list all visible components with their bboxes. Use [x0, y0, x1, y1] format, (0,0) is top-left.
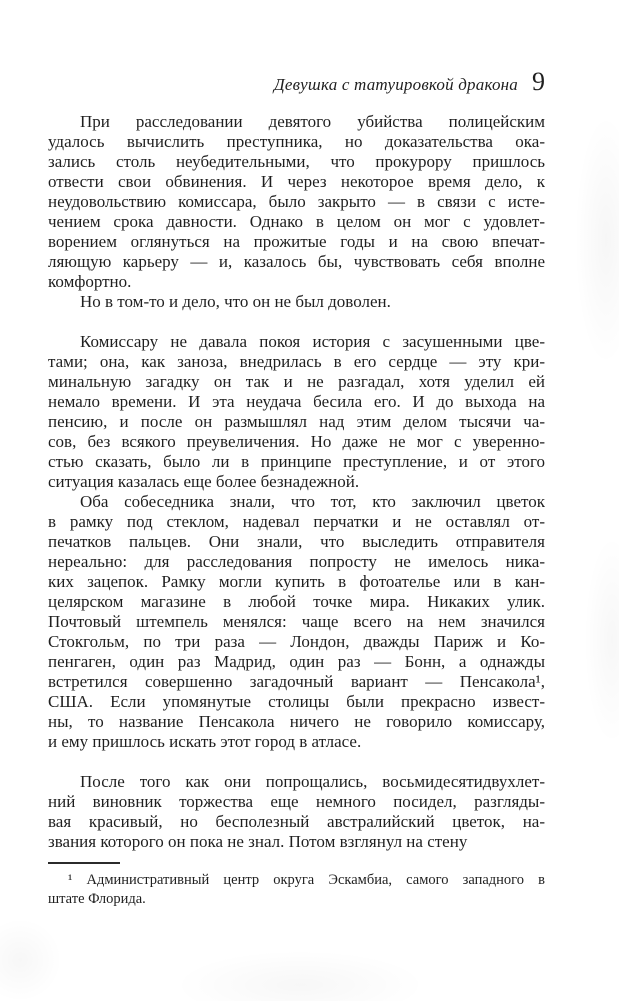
text-line: ляющую карьеру — и, казалось бы, чувствовать себя вполне: [48, 252, 545, 271]
paragraph: [48, 292, 545, 312]
text-block: [48, 112, 545, 852]
text-line: пенгаген, один раз Мадрид, один раз — Бонн, а однажды: [48, 652, 545, 671]
text-line: ситуация казалась еще более безнадежной.: [48, 472, 360, 491]
text-line: штате Флорида.: [48, 891, 146, 907]
text-line: неудовольствию комиссара, было закрыто — в связи с исте-: [48, 192, 545, 211]
text-line: чением срока давности. Однако в целом он мог с удовлет-: [48, 212, 545, 231]
paragraph: [48, 772, 545, 852]
text-line: При расследовании девятого убийства полицейским: [80, 112, 545, 131]
text-line: Но в том-то и дело, что он не был доволен.: [80, 292, 391, 311]
text-line: и ему пришлось искать этот город в атласе.: [48, 732, 362, 751]
text-line: США. Если упомянутые столицы были прекрасно извест-: [48, 692, 545, 711]
text-line: целярском магазине в любой точке мира. Никаких улик.: [48, 592, 545, 611]
paragraph: [48, 112, 545, 292]
paragraph: [48, 332, 545, 492]
page-number: 9: [532, 67, 545, 96]
text-line: ¹ Административный центр округа Эскамбиа, самого западного в: [68, 872, 545, 888]
text-line: звания которого он пока не знал. Потом взглянул на стену: [48, 832, 468, 851]
text-line: встретился совершенно загадочный вариант — Пенсакола¹,: [48, 672, 545, 691]
text-line: нереально: для расследования попросту не имелось ника-: [48, 552, 545, 571]
text-line: в рамку под стеклом, надевал перчатки и не оставлял от-: [48, 512, 545, 531]
text-line: сов, без всякого преувеличения. Но даже не мог с уверенно-: [48, 432, 545, 451]
text-line: Оба собеседника знали, что тот, кто заключил цветок: [80, 492, 545, 511]
text-line: минальную загадку он так и не разгадал, хотя уделил ей: [48, 372, 545, 391]
text-line: вая красивый, но бесполезный австралийский цветок, на-: [48, 812, 545, 831]
text-line: стью сказать, было ли в принципе преступление, и от этого: [48, 452, 545, 471]
running-title: Девушка с татуировкой дракона: [273, 75, 518, 94]
text-line: Комиссару не давала покоя история с засушенными цве-: [80, 332, 545, 351]
footnote: [48, 864, 545, 909]
text-line: удалось вычислить преступника, но доказательства ока-: [48, 132, 545, 151]
text-line: печатков пальцев. Они знали, что выследить отправителя: [48, 532, 545, 551]
text-line: немало времени. И эта неудача бесила его. И до выхода на: [48, 392, 545, 411]
text-line: ворением оглянуться на прожитые годы и на свою впечат-: [48, 232, 545, 251]
text-line: Почтовый штемпель менялся: чаще всего на нем значился: [48, 612, 545, 631]
text-line: ких зацепок. Рамку могли купить в фотоателье или в кан-: [48, 572, 545, 591]
text-line: комфортно.: [48, 272, 132, 291]
text-line: Стокгольм, по три раза — Лондон, дважды Париж и Ко-: [48, 632, 545, 651]
text-line: После того как они попрощались, восьмидесятидвухлет-: [80, 772, 545, 791]
text-line: отвести свои обвинения. И через некоторое время дело, к: [48, 172, 545, 191]
text-line: тами; она, как заноза, внедрилась в его сердце — эту кри-: [48, 352, 545, 371]
text-line: пенсию, и после он размышлял над этим делом тысячи ча-: [48, 412, 545, 431]
paragraph: [48, 492, 545, 752]
text-line: зались столь неубедительными, что прокурору пришлось: [48, 152, 545, 171]
footnote-block: [48, 862, 545, 909]
text-line: ны, то название Пенсакола ничего не говорило комиссару,: [48, 712, 545, 731]
text-line: ний виновник торжества еще немного посидел, разгляды-: [48, 792, 545, 811]
running-header: [48, 69, 545, 96]
